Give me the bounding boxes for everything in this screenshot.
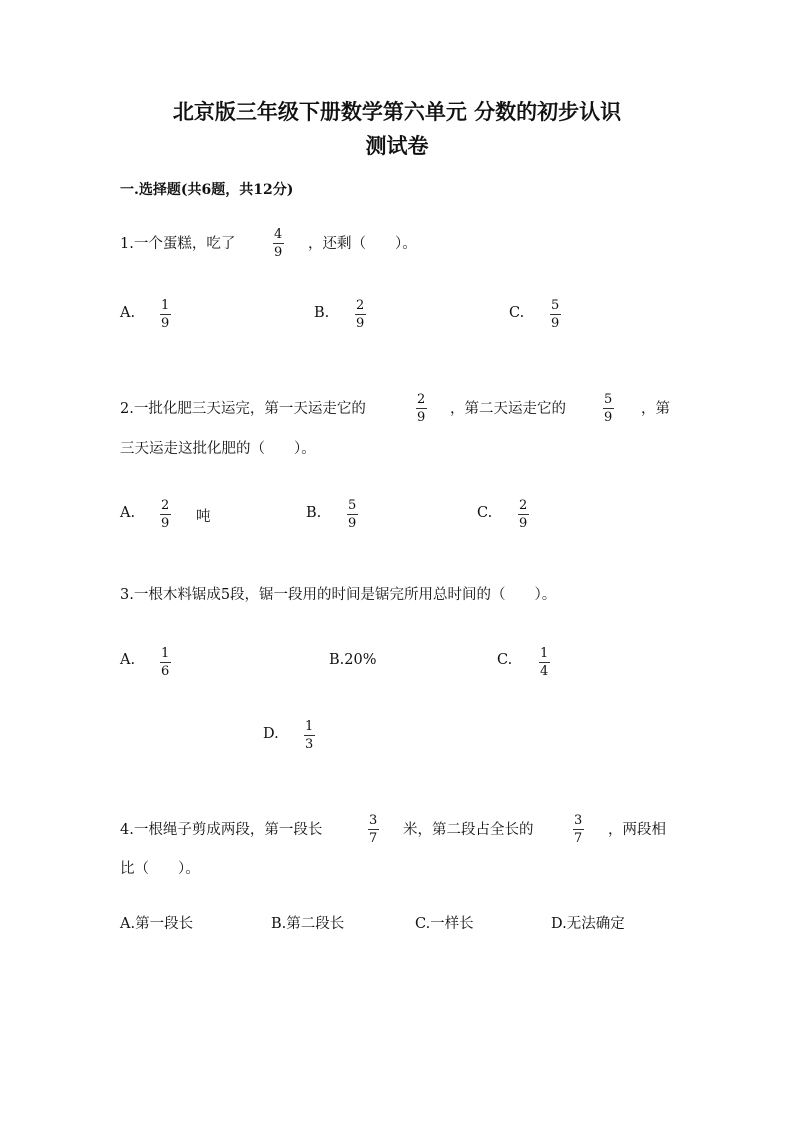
fraction-num: 1 xyxy=(305,719,314,734)
q2-option-a-unit: 吨 xyxy=(196,509,211,525)
fraction-den: 6 xyxy=(161,664,170,679)
q2-line2: 三天运走这批化肥的（ ）。 xyxy=(120,441,316,457)
q2-prefix: 2.一批化肥三天运完，第一天运走它的 xyxy=(120,401,366,417)
fraction-num: 2 xyxy=(356,298,365,313)
q2-option-c-label[interactable]: C. xyxy=(477,505,493,521)
q3-option-a-fraction[interactable] xyxy=(159,647,171,678)
q1-fraction xyxy=(272,228,284,259)
q1-frac-num: 4 xyxy=(274,227,283,242)
fraction-den: 9 xyxy=(604,410,613,425)
q4-option-c[interactable]: C.一样长 xyxy=(415,916,474,932)
q4-line2: 比（ ）。 xyxy=(120,861,200,877)
q4-fraction-1 xyxy=(367,814,379,845)
fraction-den: 9 xyxy=(417,410,426,425)
section-heading: 一.选择题(共6题，共12分) xyxy=(120,182,294,198)
fraction-num: 5 xyxy=(348,498,357,513)
q1-option-b-fraction[interactable] xyxy=(354,299,366,330)
fraction-den: 9 xyxy=(356,316,365,331)
q2-option-b-label[interactable]: B. xyxy=(306,505,322,521)
fraction-den: 9 xyxy=(161,516,170,531)
q2-fraction-1 xyxy=(415,393,427,424)
fraction-num: 3 xyxy=(574,813,583,828)
q1-option-a-label[interactable]: A. xyxy=(120,305,136,321)
fraction-num: 3 xyxy=(369,813,378,828)
fraction-den: 9 xyxy=(519,516,528,531)
q2-option-a-fraction[interactable] xyxy=(159,499,171,530)
fraction-den: 9 xyxy=(161,316,170,331)
q4-prefix: 4.一根绳子剪成两段，第一段长 xyxy=(120,822,323,838)
q3-option-c-fraction[interactable] xyxy=(538,647,550,678)
q3-option-d-label[interactable]: D. xyxy=(263,726,279,742)
q2-middle: ，第二天运走它的 xyxy=(450,401,566,417)
fraction-num: 1 xyxy=(161,646,170,661)
fraction-num: 2 xyxy=(417,392,426,407)
q4-fraction-2 xyxy=(572,814,584,845)
q4-option-a[interactable]: A.第一段长 xyxy=(120,916,194,932)
fraction-num: 5 xyxy=(551,298,560,313)
fraction-num: 1 xyxy=(540,646,549,661)
q3-option-b[interactable]: B.20% xyxy=(329,652,377,668)
q3-option-a-label[interactable]: A. xyxy=(120,652,136,668)
q1-option-c-fraction[interactable] xyxy=(549,299,561,330)
fraction-num: 1 xyxy=(161,298,170,313)
fraction-den: 7 xyxy=(369,831,378,846)
fraction-den: 7 xyxy=(574,831,583,846)
q3-option-c-label[interactable]: C. xyxy=(497,652,513,668)
q1-prefix: 1.一个蛋糕，吃了 xyxy=(120,236,236,252)
page-title: 北京版三年级下册数学第六单元 分数的初步认识 xyxy=(172,99,622,124)
fraction-num: 5 xyxy=(604,392,613,407)
q3-option-d-fraction[interactable] xyxy=(303,720,315,751)
q2-option-c-fraction[interactable] xyxy=(517,499,529,530)
q2-fraction-2 xyxy=(602,393,614,424)
fraction-den: 4 xyxy=(540,664,549,679)
q3-text: 3.一根木料锯成5段，锯一段用的时间是锯完所用总时间的（ ）。 xyxy=(120,587,557,603)
page-subtitle: 测试卷 xyxy=(365,133,429,158)
q4-middle: 米，第二段占全长的 xyxy=(403,822,534,838)
q1-suffix: ，还剩（ ）。 xyxy=(308,236,417,252)
q1-frac-den: 9 xyxy=(274,245,283,260)
fraction-num: 2 xyxy=(519,498,528,513)
q1-option-c-label[interactable]: C. xyxy=(509,305,525,321)
q1-option-a-fraction[interactable] xyxy=(159,299,171,330)
q1-option-b-label[interactable]: B. xyxy=(314,305,330,321)
q4-option-b[interactable]: B.第二段长 xyxy=(271,916,345,932)
fraction-num: 2 xyxy=(161,498,170,513)
fraction-den: 9 xyxy=(551,316,560,331)
q2-suffix: ，第 xyxy=(641,401,670,417)
fraction-den: 9 xyxy=(348,516,357,531)
q2-option-b-fraction[interactable] xyxy=(346,499,358,530)
q4-option-d[interactable]: D.无法确定 xyxy=(551,916,625,932)
q4-suffix: ，两段相 xyxy=(608,822,666,838)
fraction-den: 3 xyxy=(305,737,314,752)
q2-option-a-label[interactable]: A. xyxy=(120,505,136,521)
